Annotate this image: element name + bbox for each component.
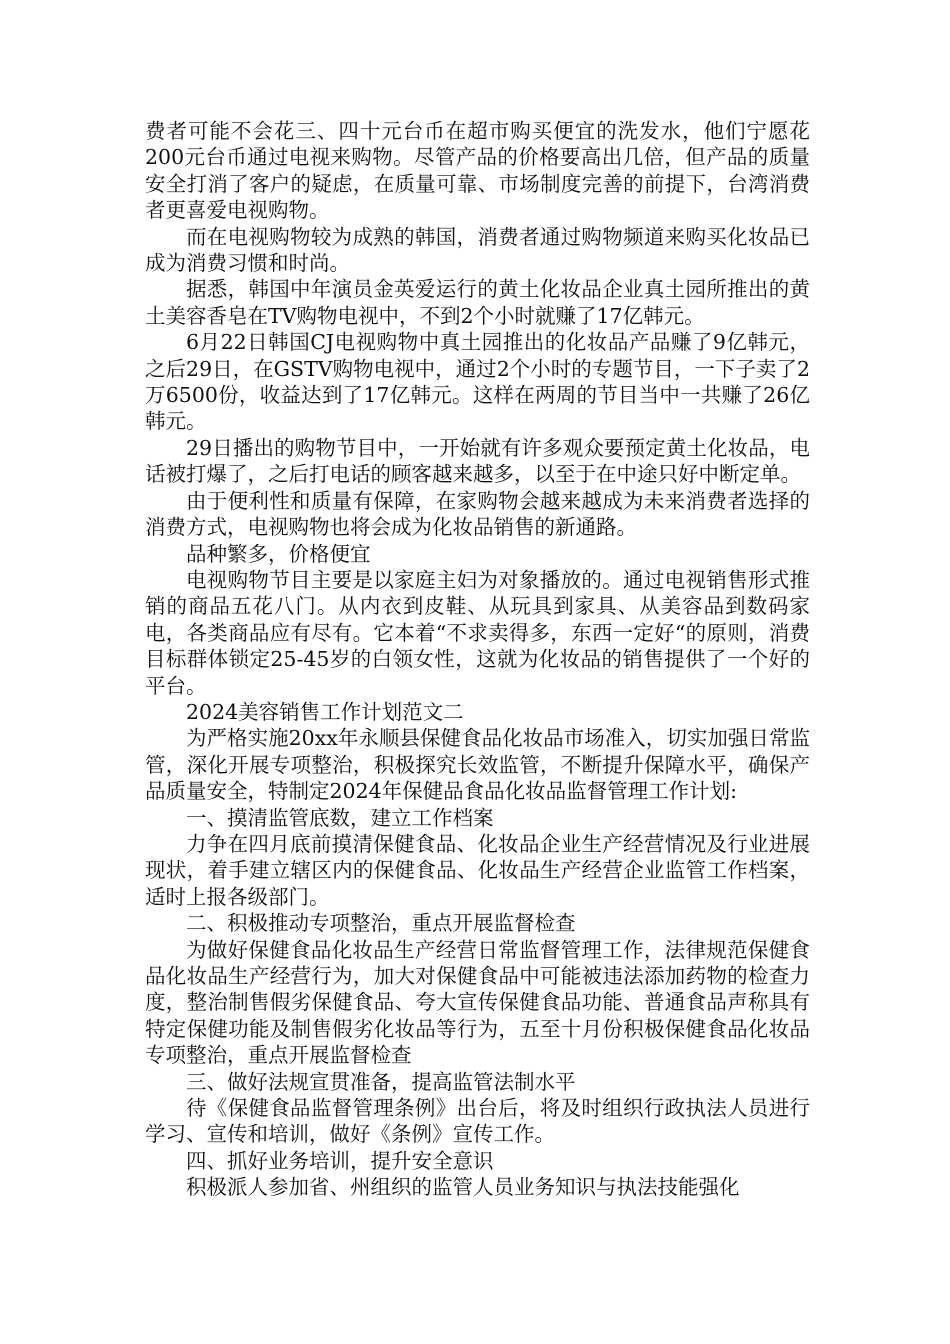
- paragraph-12: 积极派人参加省、州组织的监管人员业务知识与执法技能强化: [186, 1175, 740, 1200]
- paragraph-5: 29日播出的购物节目中，一开始就有许多观众要预定黄土化妆品，电话被打爆了，之后打电话的顾客越来越多，以至于在中途只好中断定单。: [145, 435, 810, 487]
- paragraph-7: 电视购物节目主要是以家庭主妇为对象播放的。通过电视销售形式推销的商品五花八门。从内衣到皮鞋、从玩具到家具、从美容品到数码家电，各类商品应有尽有。它本着“不求卖得多，东西一定好“的原则，消费目标群体锁定25-45岁的白领女性，这就为化妆品的销售提供了一个好的平台。: [145, 567, 810, 698]
- paragraph-4: 6月22日韩国CJ电视购物中真土园推出的化妆品产品赚了9亿韩元，之后29日，在GSTV购物电视中，通过2个小时的专题节目，一下子卖了2万6500份，收益达到了17亿韩元。这样在两周的节目当中一共赚了26亿韩元。: [145, 330, 810, 434]
- section-heading-variety: 品种繁多，价格便宜: [186, 541, 371, 566]
- section-heading-1: 一、摸清监管底数，建立工作档案: [186, 805, 494, 830]
- paragraph-1: 费者可能不会花三、四十元台币在超市购买便宜的洗发水，他们宁愿花200元台币通过电视来购物。尽管产品的价格要高出几倍，但产品的质量安全打消了客户的疑虑，在质量可靠、市场制度完善的前提下，台湾消费者更喜爱电视购物。: [145, 119, 810, 223]
- paragraph-6: 由于便利性和质量有保障，在家购物会越来越成为未来消费者选择的消费方式，电视购物也将会成为化妆品销售的新通路。: [145, 488, 810, 540]
- paragraph-9: 力争在四月底前摸清保健食品、化妆品企业生产经营情况及行业进展现状，着手建立辖区内的保健食品、化妆品生产经营企业监管工作档案，适时上报各级部门。: [145, 831, 810, 909]
- paragraph-10: 为做好保健食品化妆品生产经营日常监督管理工作，法律规范保健食品化妆品生产经营行为，加大对保健食品中可能被违法添加药物的检查力度，整治制售假劣保健食品、夸大宣传保健食品功能、普通食品声称具有特定保健功能及制售假劣化妆品等行为，五至十月份积极保健食品化妆品专项整治，重点开展监督检查: [145, 937, 810, 1068]
- section-heading-3: 三、做好法规宣贯准备，提高监管法制水平: [186, 1069, 576, 1094]
- paragraph-3: 据悉，韩国中年演员金英爱运行的黄土化妆品企业真土园所推出的黄土美容香皂在TV购物电视中，不到2个小时就赚了17亿韩元。: [145, 277, 810, 328]
- section-heading-2: 二、积极推动专项整治，重点开展监督检查: [186, 911, 576, 936]
- paragraph-8: 为严格实施20xx年永顺县保健食品化妆品市场准入，切实加强日常监管，深化开展专项整治，积极探究长效监管，不断提升保障水平，确保产品质量安全，特制定2024年保健品食品化妆品监督管理工作计划:: [145, 726, 810, 804]
- paragraph-11: 待《保健食品监督管理条例》出台后，将及时组织行政执法人员进行学习、宣传和培训，做好《条例》宣传工作。: [145, 1096, 810, 1147]
- paragraph-2: 而在电视购物较为成熟的韩国，消费者通过购物频道来购买化妆品已成为消费习惯和时尚。: [145, 224, 810, 276]
- document-body: [145, 118, 810, 1201]
- section-heading-plan-two: 2024美容销售工作计划范文二: [186, 699, 464, 724]
- section-heading-4: 四、抓好业务培训，提升安全意识: [186, 1148, 494, 1173]
